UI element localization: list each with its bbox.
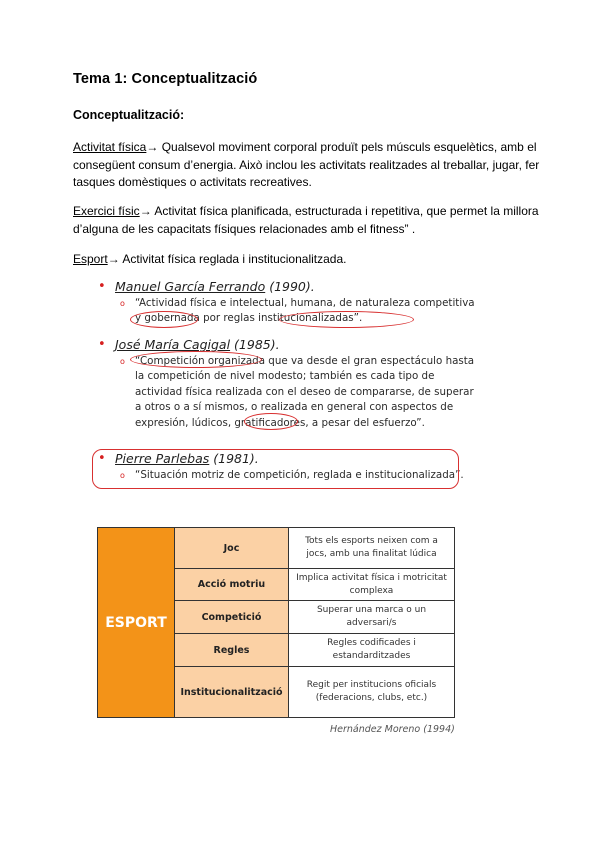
definition-text: Qualsevol moviment corporal produït pels músculs esquelètics, amb el consegüent consum d’energia. Això inclou les activitats realitzades al treballar, jugar, fer tasques domèstiques o activitats recreatives.	[73, 140, 540, 189]
definition-term: Esport	[73, 252, 108, 266]
esport-table	[97, 527, 455, 718]
bullet-icon: •	[98, 451, 106, 466]
reference-author: José María Cagigal	[115, 337, 231, 352]
reference-quote: “Situación motriz de competición, reglada e institucionalizada”.	[135, 469, 464, 481]
arrow-icon: →	[107, 252, 120, 266]
table-value: Superar una marca o un adversari/s	[316, 605, 427, 628]
table-row	[175, 569, 454, 601]
sub-bullet-icon: o	[120, 299, 125, 308]
table-row	[175, 634, 454, 667]
definition-text: Activitat física planificada, estructurada i repetitiva, que permet la millora d’alguna de les capacitats físiques relacionades amb el fitness” .	[73, 204, 539, 236]
table-row	[175, 528, 454, 569]
table-key: Institucionalització	[175, 667, 289, 717]
section-subtitle: Conceptualització:	[73, 108, 185, 122]
definition-exercici-fisic	[73, 203, 543, 238]
arrow-icon: →	[146, 140, 159, 154]
reference-year: (1985).	[230, 337, 280, 352]
page-title: Tema 1: Conceptualització	[73, 71, 258, 87]
table-value: Tots els esports neixen com a jocs, amb una finalitat lúdica	[305, 536, 438, 559]
table-key: Competició	[175, 601, 289, 633]
table-value: Implica activitat física i motricitat complexa	[296, 572, 447, 596]
reference-author: Manuel García Ferrando	[115, 279, 266, 294]
annotation-circle	[279, 311, 414, 328]
table-key: Regles	[175, 634, 289, 666]
definition-activitat-fisica	[73, 139, 543, 192]
table-row	[175, 667, 454, 717]
table-key: Joc	[175, 528, 289, 568]
annotation-box	[92, 449, 459, 489]
annotation-circle	[130, 351, 262, 368]
table-source: Hernández Moreno (1994)	[330, 724, 455, 735]
reference-author: Pierre Parlebas	[115, 451, 210, 466]
arrow-icon: →	[139, 204, 152, 218]
definition-term: Exercici físic	[73, 204, 140, 218]
table-key: Acció motriu	[175, 569, 289, 600]
reference-year: (1981).	[209, 451, 259, 466]
table-value: Regles codificades i estandarditzades	[327, 638, 416, 661]
bullet-icon: •	[98, 279, 106, 294]
reference-quote: “Actividad física e intelectual, humana, de naturaleza competitiva y gobernada por reglas institucionalizadas”.	[135, 297, 475, 325]
definition-term: Activitat física	[73, 140, 147, 154]
reference-quote: “Competición organizada que va desde el gran espectáculo hasta la competición de nivel modesto; también es cada tipo de actividad física realizada con el deseo de compararse, de superar a otros o a sí mismos, o realizada en general con aspectos de expresión, lúdicos, gratificadores, a pesar del esfuerzo”.	[135, 355, 475, 429]
table-value: Regit per institucions oficials (federacions, clubs, etc.)	[306, 680, 437, 703]
table-row	[175, 601, 454, 634]
definition-esport	[73, 251, 543, 269]
definition-text: Activitat física reglada i institucionalitzada.	[119, 252, 347, 266]
sub-bullet-icon: o	[120, 471, 125, 480]
reference-year: (1990).	[265, 279, 315, 294]
esport-label: ESPORT	[98, 528, 175, 717]
annotation-circle	[244, 413, 298, 430]
annotation-circle	[130, 311, 198, 328]
sub-bullet-icon: o	[120, 357, 125, 366]
bullet-icon: •	[98, 337, 106, 352]
